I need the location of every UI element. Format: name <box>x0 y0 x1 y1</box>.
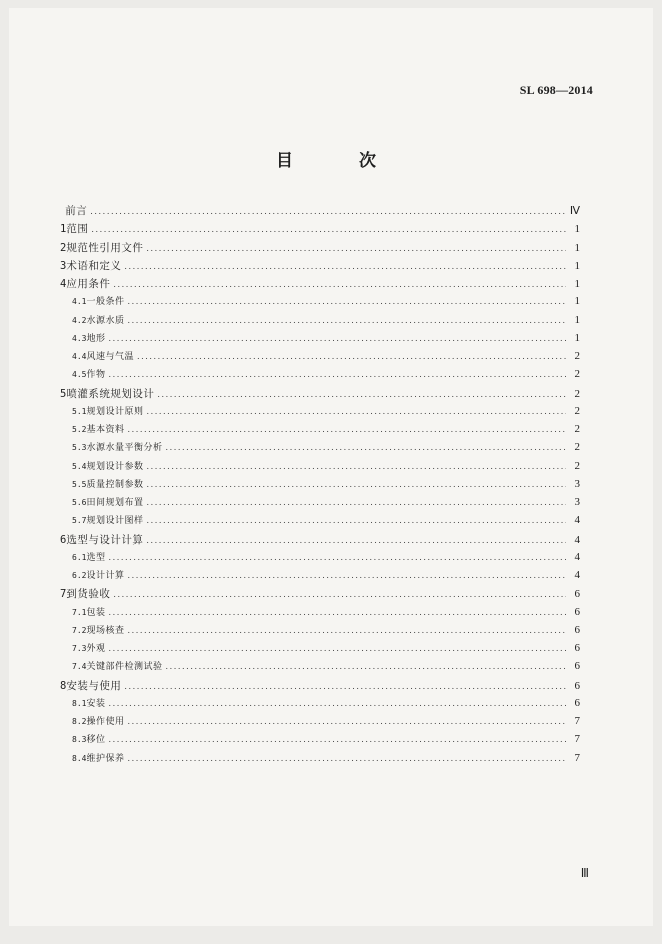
toc-entry-chapter[interactable] <box>60 678 580 696</box>
toc-entry-page: 2 <box>574 441 580 454</box>
toc-entry-number: 7.3 <box>72 644 87 653</box>
toc-entry-title: 范围 <box>66 223 89 236</box>
toc-entry-title: 规划设计参数 <box>86 461 144 472</box>
toc-entry-section[interactable] <box>60 550 580 568</box>
toc-entry-title: 术语和定义 <box>66 259 122 272</box>
toc-entry-title: 移位 <box>86 735 106 746</box>
toc-entry-number: 5.5 <box>72 479 87 489</box>
toc-entry-page: 3 <box>574 496 580 508</box>
toc-entry-section[interactable] <box>60 440 580 458</box>
toc-entry-page: 6 <box>574 679 580 692</box>
toc-entry-title: 到货验收 <box>66 588 111 601</box>
standard-code: SL 698—2014 <box>519 83 593 97</box>
toc-entry-section[interactable] <box>60 623 580 641</box>
toc-entry-page: 2 <box>574 387 580 400</box>
toc-entry-number: 4.3 <box>72 333 87 343</box>
toc-entry-number: 4.2 <box>72 315 87 325</box>
toc-entry-title: 规划设计原则 <box>86 406 144 417</box>
toc-entry-number: 6.2 <box>72 571 87 580</box>
toc-entry-section[interactable] <box>60 459 580 477</box>
toc-entry-number: 2 <box>60 241 67 254</box>
toc-dot-leader <box>146 244 566 253</box>
toc-dot-leader <box>108 553 566 562</box>
toc-entry-number: 5.3 <box>72 443 87 453</box>
toc-entry-chapter[interactable] <box>60 386 580 404</box>
toc-entry-page: 1 <box>574 223 580 236</box>
toc-entry-title: 作物 <box>86 370 106 381</box>
toc-entry-chapter[interactable] <box>60 240 580 258</box>
toc-dot-leader <box>113 280 566 289</box>
toc-entry-section[interactable] <box>60 349 580 367</box>
toc-entry-number: 4.1 <box>72 297 87 307</box>
page-number: Ⅲ <box>580 866 589 880</box>
toc-entry-section[interactable] <box>60 367 580 385</box>
document-page <box>9 8 653 926</box>
toc-entry-chapter[interactable] <box>60 221 580 239</box>
toc-dot-leader <box>108 644 566 653</box>
toc-entry-section[interactable] <box>60 605 580 623</box>
toc-entry-title: 一般条件 <box>86 297 125 308</box>
toc-entry-number: 6.1 <box>72 552 87 562</box>
toc-entry-page: 1 <box>574 259 580 272</box>
toc-entry-page: 1 <box>574 241 580 254</box>
toc-entry-page: 6 <box>574 623 580 636</box>
toc-dot-leader <box>127 754 566 763</box>
toc-entry-page: 2 <box>574 368 580 381</box>
toc-entry-chapter[interactable] <box>60 532 580 550</box>
toc-dot-leader <box>146 480 566 489</box>
toc-entry-number: 8.4 <box>72 753 87 763</box>
toc-entry-page: 7 <box>574 733 580 746</box>
table-of-contents <box>60 203 580 769</box>
toc-entry-section[interactable] <box>60 696 580 714</box>
toc-entry-number: 8 <box>60 679 67 692</box>
toc-entry-page: 6 <box>574 642 580 654</box>
toc-entry-section[interactable] <box>60 313 580 331</box>
toc-entry-title: 选型与设计计算 <box>66 533 144 546</box>
toc-entry-page: 2 <box>574 459 580 472</box>
toc-entry-title: 地形 <box>86 333 106 344</box>
toc-entry-page: Ⅳ <box>569 205 580 217</box>
toc-entry-title: 设计计算 <box>86 571 125 581</box>
toc-entry-title: 喷灌系统规划设计 <box>66 387 155 400</box>
toc-entry-section[interactable] <box>60 495 580 513</box>
toc-entry-title: 前言 <box>65 205 88 217</box>
toc-dot-leader <box>127 626 566 635</box>
toc-entry-number: 8.2 <box>72 717 87 726</box>
toc-dot-leader <box>157 390 566 399</box>
toc-entry-page: 2 <box>574 404 580 417</box>
toc-entry-title: 水源水质 <box>86 315 125 326</box>
toc-entry-page: 1 <box>574 295 580 308</box>
toc-entry-section[interactable] <box>60 641 580 659</box>
toc-dot-leader <box>108 735 566 744</box>
toc-entry-section[interactable] <box>60 714 580 732</box>
toc-entry-title: 安装与使用 <box>66 679 122 692</box>
toc-entry-page: 4 <box>574 514 580 527</box>
toc-entry-number: 6 <box>60 533 67 546</box>
toc-entry-title: 应用条件 <box>66 278 111 290</box>
toc-entry-number: 5.6 <box>72 498 87 507</box>
toc-entry-section[interactable] <box>60 568 580 586</box>
toc-entry-section[interactable] <box>60 659 580 677</box>
toc-entry-title: 规划设计图样 <box>86 516 144 527</box>
toc-entry-section[interactable] <box>60 732 580 750</box>
toc-entry-title: 维护保养 <box>86 753 125 764</box>
toc-entry-number: 7.4 <box>72 662 87 672</box>
toc-entry-number: 5.4 <box>72 461 87 471</box>
toc-entry-number: 7.2 <box>72 625 87 635</box>
toc-dot-leader <box>146 407 566 416</box>
toc-entry-page: 6 <box>574 588 580 601</box>
toc-entry-page: 7 <box>574 715 580 727</box>
toc-entry-number: 4.4 <box>72 352 87 361</box>
toc-entry-title: 包装 <box>86 607 106 618</box>
toc-dot-leader <box>124 262 566 271</box>
toc-entry-title: 风速与气温 <box>86 352 134 362</box>
toc-entry-number: 8.3 <box>72 735 87 745</box>
toc-entry-title: 规范性引用文件 <box>66 241 144 254</box>
toc-entry-number: 4.5 <box>72 370 87 380</box>
toc-entry-title: 选型 <box>86 552 106 563</box>
toc-entry-page: 6 <box>574 660 580 673</box>
toc-dot-leader <box>146 516 566 525</box>
toc-entry-section[interactable] <box>60 422 580 440</box>
toc-entry-page: 4 <box>574 550 580 563</box>
toc-title: 目 次 <box>276 151 406 171</box>
toc-entry-chapter[interactable] <box>60 203 580 221</box>
toc-entry-page: 4 <box>574 569 580 581</box>
toc-entry-section[interactable] <box>60 404 580 422</box>
toc-entry-title: 关键部件检测试验 <box>86 662 163 673</box>
toc-dot-leader <box>146 498 566 507</box>
toc-entry-page: 6 <box>574 696 580 709</box>
toc-entry-number: 5.1 <box>72 406 87 416</box>
toc-entry-page: 7 <box>574 751 580 764</box>
toc-entry-number: 7.1 <box>72 607 87 617</box>
toc-entry-page: 2 <box>574 350 580 362</box>
toc-entry-section[interactable] <box>60 331 580 349</box>
toc-entry-page: 1 <box>574 331 580 344</box>
toc-entry-page: 6 <box>574 605 580 618</box>
toc-entry-page: 3 <box>574 477 580 490</box>
toc-entry-number: 5.7 <box>72 516 87 526</box>
toc-dot-leader <box>127 297 566 306</box>
toc-entry-title: 水源水量平衡分析 <box>86 443 163 454</box>
toc-entry-number: 1 <box>60 223 67 236</box>
toc-entry-title: 基本资料 <box>86 425 125 435</box>
toc-entry-title: 质量控制参数 <box>86 479 144 490</box>
toc-entry-number: 5.2 <box>72 425 87 434</box>
toc-entry-title: 外观 <box>86 644 106 654</box>
toc-dot-leader <box>124 682 566 691</box>
toc-entry-page: 1 <box>574 313 580 326</box>
toc-dot-leader <box>137 352 566 361</box>
toc-entry-title: 安装 <box>86 698 106 709</box>
toc-entry-page: 2 <box>574 423 580 435</box>
toc-entry-title: 田间规划布置 <box>86 498 144 508</box>
toc-entry-chapter[interactable] <box>60 586 580 604</box>
toc-dot-leader <box>113 590 566 599</box>
toc-entry-chapter[interactable] <box>60 258 580 276</box>
toc-entry-section[interactable] <box>60 294 580 312</box>
toc-dot-leader <box>127 425 566 434</box>
toc-dot-leader <box>90 207 566 216</box>
toc-entry-chapter[interactable] <box>60 276 580 294</box>
toc-dot-leader <box>127 717 566 726</box>
toc-entry-page: 1 <box>574 278 580 290</box>
toc-dot-leader <box>108 699 566 708</box>
toc-entry-section[interactable] <box>60 477 580 495</box>
toc-dot-leader <box>165 443 566 452</box>
toc-dot-leader <box>108 370 566 379</box>
toc-entry-number: 4 <box>60 278 67 290</box>
toc-entry-number: 5 <box>60 387 67 400</box>
toc-entry-title: 现场核查 <box>86 625 125 636</box>
toc-entry-number: 7 <box>60 588 67 601</box>
toc-entry-page: 4 <box>574 533 580 546</box>
toc-dot-leader <box>127 316 566 325</box>
toc-dot-leader <box>108 608 566 617</box>
toc-entry-number: 8.1 <box>72 698 87 708</box>
toc-dot-leader <box>146 462 566 471</box>
toc-entry-number: 3 <box>60 259 67 272</box>
toc-entry-section[interactable] <box>60 513 580 531</box>
toc-dot-leader <box>91 225 566 234</box>
toc-dot-leader <box>108 334 566 343</box>
toc-dot-leader <box>146 536 566 545</box>
toc-entry-title: 操作使用 <box>86 717 125 727</box>
toc-dot-leader <box>165 662 566 671</box>
toc-dot-leader <box>127 571 566 580</box>
toc-entry-section[interactable] <box>60 751 580 769</box>
